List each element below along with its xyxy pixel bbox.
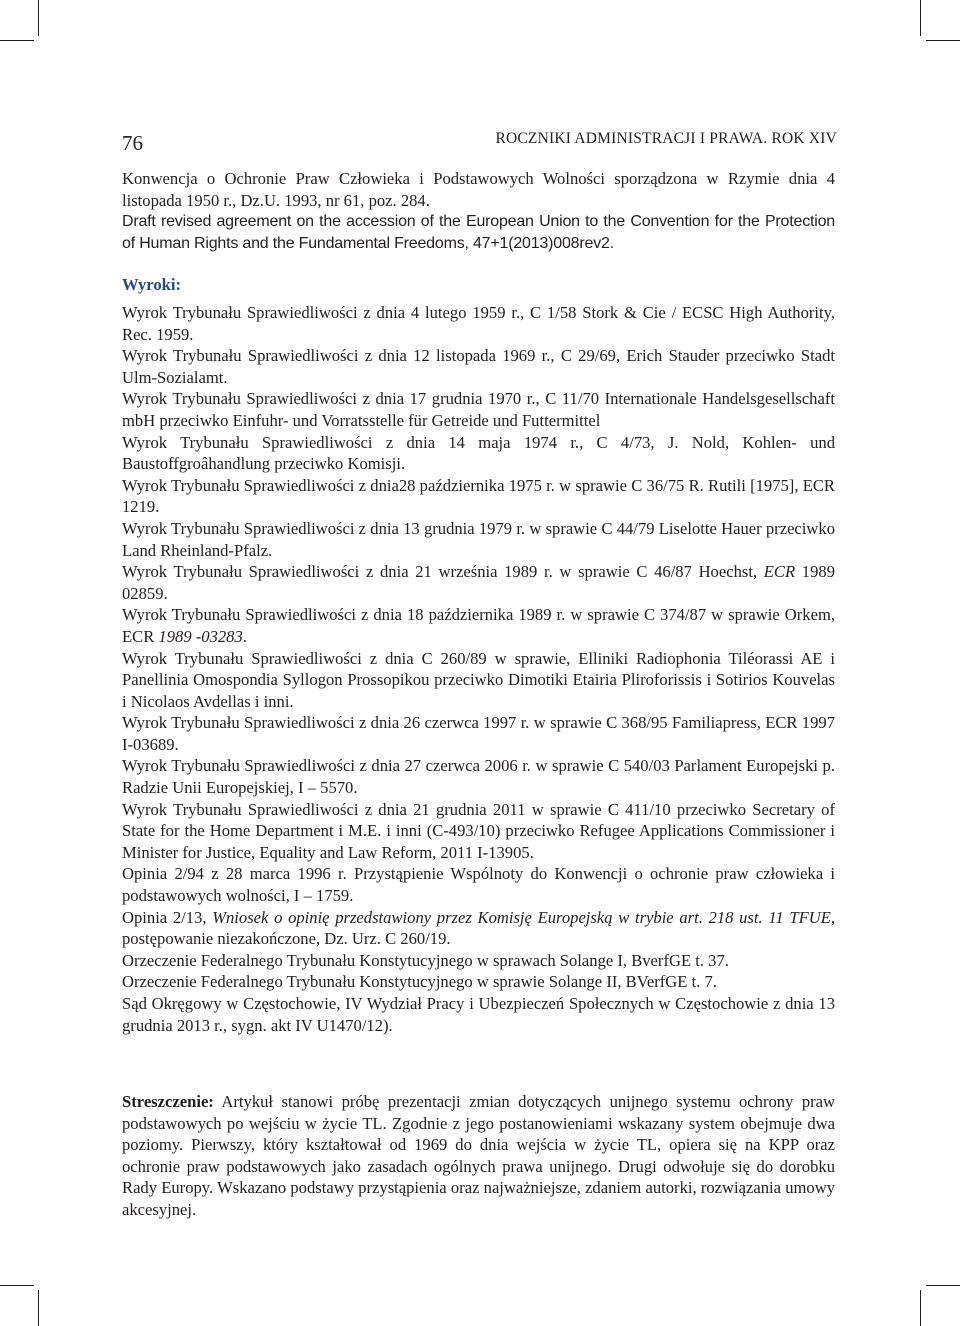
crop-mark [0, 40, 34, 41]
judgments-section [122, 274, 835, 1036]
crop-mark [926, 1285, 960, 1286]
summary-label: Streszczenie: [122, 1092, 214, 1111]
judgment-entry: Wyrok Trybunału Sprawiedliwości z dnia C 260/89 w sprawie, Elliniki Radiophonia Tiléorassi AE i Panellinia Omospondia Syllogon Prossopikou przeciwko Dimotiki Etairia Pliroforissis i Sotirios Kouvelas i Nicolaos Avdellas i inni. [122, 648, 835, 711]
judgment-entry: Opinia 2/94 z 28 marca 1996 r. Przystąpienie Wspólnoty do Konwencji o ochronie praw człowieka i podstawowych wolności, I – 1759. [122, 864, 835, 906]
crop-mark [38, 1290, 39, 1326]
judgment-entry: Wyrok Trybunału Sprawiedliwości z dnia 18 października 1989 r. w sprawie C 374/87 w sprawie Orkem, ECR 1989 -03283. [122, 605, 835, 646]
source-entry: Konwencja o Ochronie Praw Człowieka i Podstawowych Wolności sporządzona w Rzymie dnia 4 listopada 1950 r., Dz.U. 1993, nr 61, poz. 284. [122, 169, 835, 210]
judgment-entry: Orzeczenie Federalnego Trybunału Konstytucyjnego w sprawie Solange II, BVerfGE t. 7. [122, 972, 717, 992]
judgment-entry: Wyrok Trybunału Sprawiedliwości z dnia 27 czerwca 2006 r. w sprawie C 540/03 Parlament Europejski p. Radzie Unii Europejskiej, I – 5570. [122, 756, 835, 798]
page-number: 76 [122, 131, 143, 155]
summary-paragraph [122, 1091, 835, 1221]
judgment-entry: Wyrok Trybunału Sprawiedliwości z dnia 12 listopada 1969 r., C 29/69, Erich Stauder przeciwko Stadt Ulm-Sozialamt. [122, 346, 835, 387]
judgment-entry: Opinia 2/13, Wniosek o opinię przedstawiony przez Komisję Europejską w trybie art. 218 ust. 11 TFUE, postępowanie niezakończone, Dz. Urz. C 260/19. [122, 907, 836, 949]
summary-text: Artykuł stanowi próbę prezentacji zmian dotyczących unijnego systemu ochrony praw podstawowych po wejściu w życie TL. Zgodnie z jego postanowieniami wskazany system obejmuje dwa poziomy. Pierwszy, który kształtował od 1969 do dnia wejścia w życie TL, opiera się na KPP oraz ochronie praw podstawowych jako zasadach ogólnych prawa unijnego. Drugi odwołuje się do dorobku Rady Europy. Wskazano podstawy przystąpienia oraz najważniejsze, zdaniem autorki, rozwiązania umowy akcesyjnej. [122, 1092, 836, 1219]
judgment-entry: Sąd Okręgowy w Częstochowie, IV Wydział Pracy i Ubezpieczeń Społecznych w Częstochowie z dnia 13 grudnia 2013 r., sygn. akt IV U1470/12). [122, 994, 835, 1035]
judgment-entry: Wyrok Trybunału Sprawiedliwości z dnia 21 grudnia 2011 w sprawie C 411/10 przeciwko Secretary of State for the Home Department i M.E. i inni (C-493/10) przeciwko Refugee Applications Commissioner i Minister for Justice, Equality and Law Reform, 2011 I-13905. [122, 799, 835, 862]
judgment-entry: Wyrok Trybunału Sprawiedliwości z dnia 13 grudnia 1979 r. w sprawie C 44/79 Liselotte Hauer przeciwko Land Rheinland-Pfalz. [122, 518, 835, 560]
judgments-list [122, 302, 835, 1036]
section-heading: Wyroki: [122, 275, 182, 294]
judgment-entry: Wyrok Trybunału Sprawiedliwości z dnia28 października 1975 r. w sprawie C 36/75 R. Rutili [1975], ECR 1219. [122, 475, 835, 517]
crop-mark [38, 0, 39, 36]
summary-section [122, 1091, 835, 1221]
judgment-entry: Wyrok Trybunału Sprawiedliwości z dnia 4 lutego 1959 r., C 1/58 Stork & Cie / ECSC High Authority, Rec. 1959. [122, 303, 835, 344]
source-entry: Draft revised agreement on the accession of the European Union to the Convention for the Protection of Human Rights and the Fundamental Freedoms, 47+1(2013)008rev2. [122, 213, 835, 252]
judgment-entry: Orzeczenie Federalnego Trybunału Konstytucyjnego w sprawach Solange I, BverfGE t. 37. [122, 950, 729, 970]
crop-mark [0, 1285, 34, 1286]
judgment-entry: Wyrok Trybunału Sprawiedliwości z dnia 17 grudnia 1970 r., C 11/70 Internationale Handelsgesellschaft mbH przeciwko Einfuhr- und Vorratsstelle für Getreide und Futtermittel [122, 389, 835, 430]
sources-list [122, 211, 835, 254]
running-header: ROCZNIKI ADMINISTRACJI I PRAWA. ROK XIV [495, 130, 837, 147]
sources-list [122, 168, 835, 211]
crop-mark [920, 0, 921, 36]
judgment-entry: Wyrok Trybunału Sprawiedliwości z dnia 26 czerwca 1997 r. w sprawie C 368/95 Familiapress, ECR 1997 I-03689. [122, 713, 835, 754]
crop-mark [920, 1290, 921, 1326]
judgment-entry: Wyrok Trybunału Sprawiedliwości z dnia 21 września 1989 r. w sprawie C 46/87 Hoechst, ECR 1989 02859. [122, 562, 835, 603]
judgment-entry: Wyrok Trybunału Sprawiedliwości z dnia 14 maja 1974 r., C 4/73, J. Nold, Kohlen- und Baustoffgroâhandlung przeciwko Komisji. [122, 432, 835, 474]
crop-mark [926, 40, 960, 41]
